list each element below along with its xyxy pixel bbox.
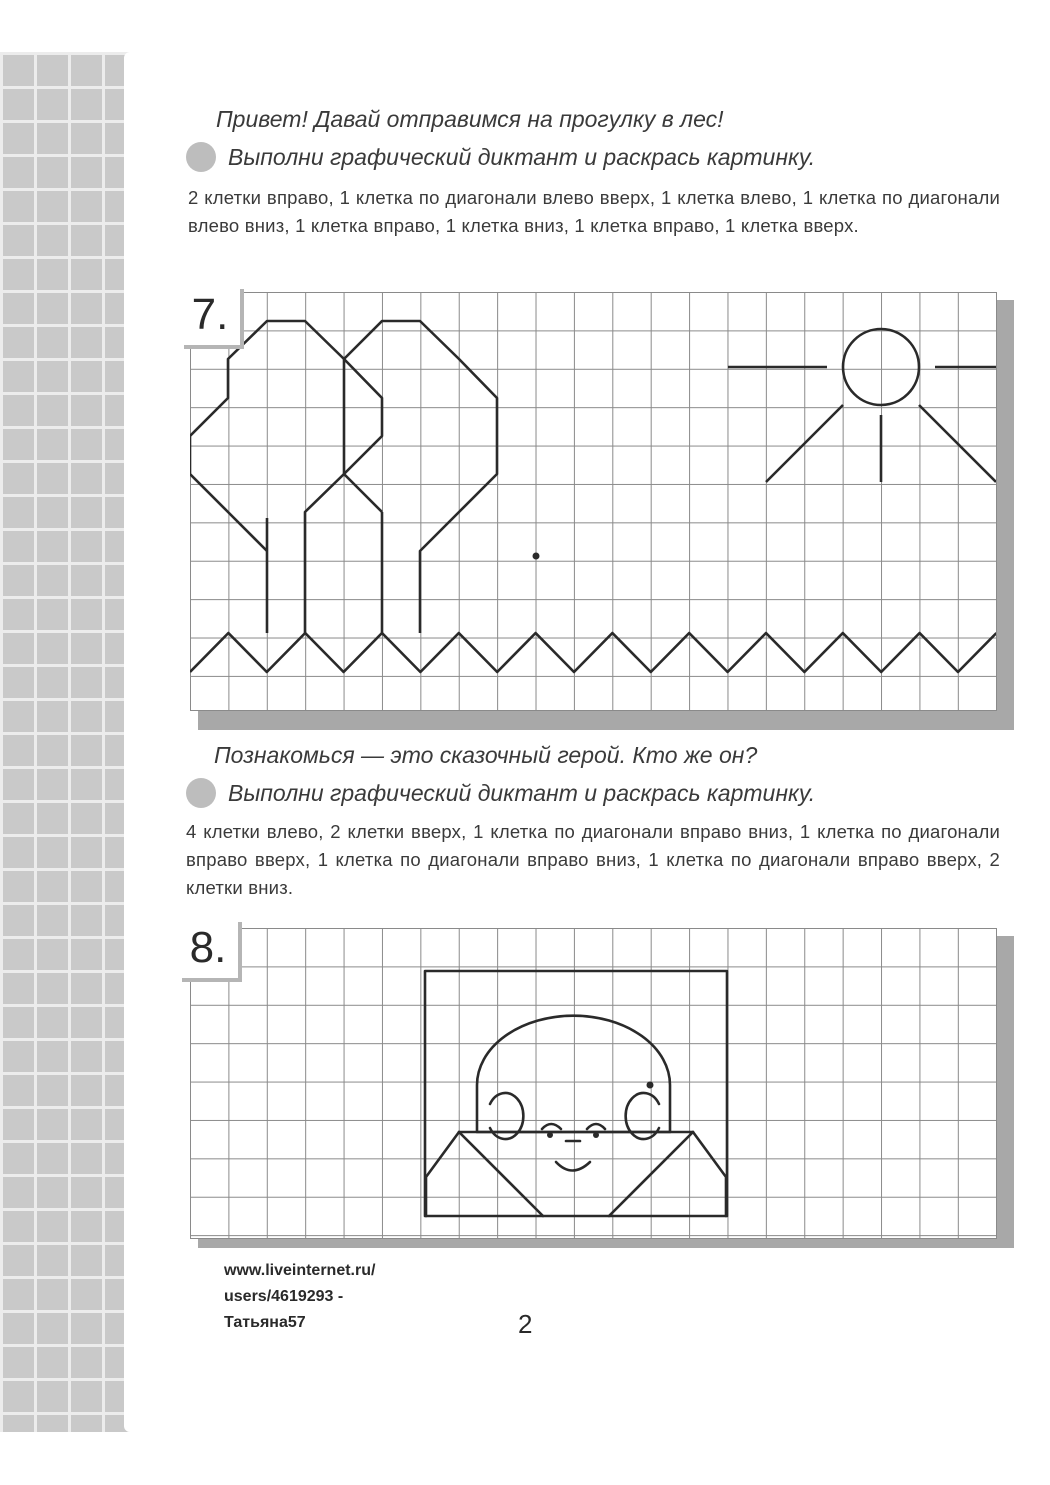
collar-right: [693, 1132, 726, 1216]
grid-exercise-7: [190, 292, 997, 711]
sun-ray-down-left: [766, 405, 843, 482]
collar-left: [426, 1132, 459, 1216]
task-text-2: Выполни графический диктант и раскрась картинку.: [228, 779, 816, 806]
task-text-1: Выполни графический диктант и раскрась картинку.: [228, 143, 816, 170]
intro-text-1: Привет! Давай отправимся на прогулку в лес!: [216, 106, 724, 132]
grid-exercise-8: [190, 928, 997, 1239]
shirt-diag-left: [459, 1132, 543, 1216]
dictation-text-1: 2 клетки вправо, 1 клетка по диагонали влево вверх, 1 клетка влево, 1 клетка по диагонали влево вниз, 1 клетка вправо, 1 клетка вниз, 1 клетка вправо, 1 клетка вверх.: [188, 187, 1000, 236]
eye-right: [593, 1132, 599, 1138]
bullet-circle-icon: [186, 778, 216, 808]
task-row-1: [186, 142, 815, 172]
dictation-text-2: 4 клетки влево, 2 клетки вверх, 1 клетка по диагонали вправо вниз, 1 клетка по диагонали вправо вверх, 1 клетка по диагонали вправо вниз, 1 клетка по диагонали вправо вверх, 2 клетки вниз.: [186, 821, 1000, 898]
mouth-smile: [556, 1162, 590, 1171]
page-number: 2: [518, 1309, 533, 1339]
frame-rectangle: [425, 971, 727, 1216]
grass-zigzag: [190, 633, 996, 672]
eyebrow-right: [587, 1124, 605, 1129]
start-point-dot: [533, 553, 540, 560]
tree-2-crown: [344, 321, 497, 633]
task-row-2: [186, 778, 815, 808]
exercise-number-8: 8.: [178, 918, 238, 978]
source-link[interactable]: www.liveinternet.ru/ users/4619293 - Татьяна57: [224, 1262, 376, 1331]
tree-1-crown: [190, 321, 382, 551]
intro-text-2: Познакомься — это сказочный герой. Кто же он?: [214, 742, 758, 768]
sun-circle: [843, 329, 919, 405]
decorative-grid-strip: [0, 52, 130, 1432]
eyebrow-left: [542, 1124, 561, 1129]
head-outline: [477, 1016, 670, 1132]
drawing-exercise-8: [190, 928, 996, 1238]
shirt-diag-right: [609, 1132, 693, 1216]
bullet-circle-icon: [186, 142, 216, 172]
start-point-dot: [647, 1082, 654, 1089]
exercise-number-7: 7.: [180, 285, 240, 345]
sun-ray-down-right: [919, 405, 996, 482]
drawing-exercise-7: [190, 292, 996, 710]
eye-left: [547, 1132, 553, 1138]
